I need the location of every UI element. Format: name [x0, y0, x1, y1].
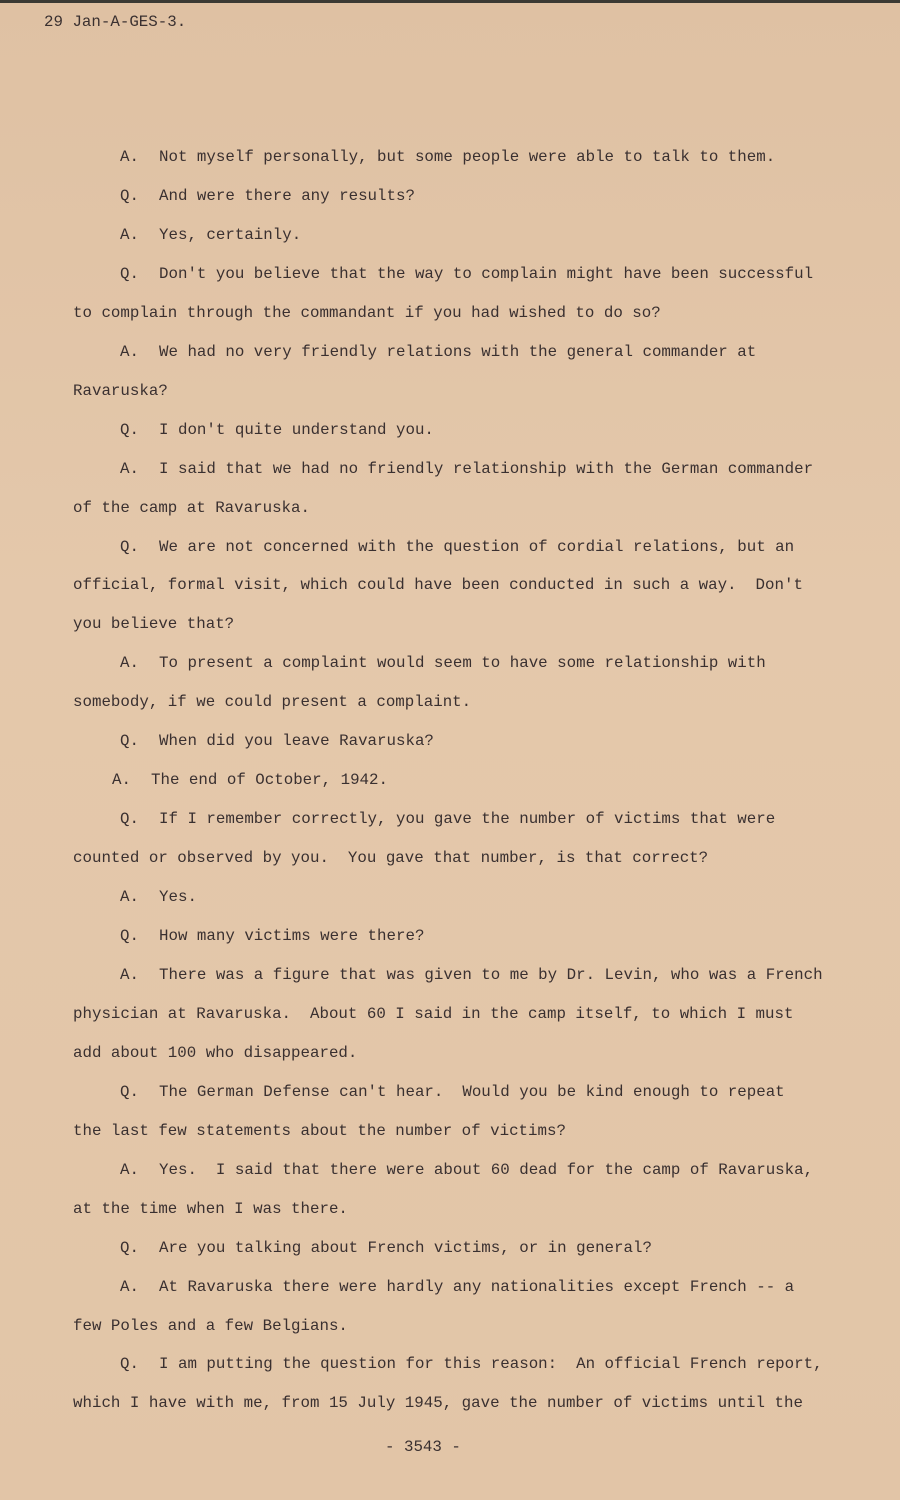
document-header: 29 Jan-A-GES-3. [44, 13, 187, 31]
transcript-line: There was a figure that was given to me by Dr. Levin, who was a French [159, 965, 823, 984]
transcript-line: We are not concerned with the question of cordial relations, but an [159, 537, 795, 556]
transcript-line: The German Defense can't hear. Would you be kind enough to repeat [159, 1082, 785, 1101]
transcript-line: Ravaruska? [73, 381, 168, 400]
transcript-line: of the camp at Ravaruska. [73, 498, 310, 517]
answer-label: A. [120, 888, 139, 907]
question-label: Q. [120, 186, 139, 205]
transcript-line: How many victims were there? [159, 927, 425, 945]
answer-label: A. [120, 1277, 139, 1296]
answer-label: A. [120, 965, 139, 984]
answer-label: A. [120, 459, 139, 478]
transcript-line: somebody, if we could present a complaint. [73, 693, 472, 712]
answer-label: A. [120, 225, 139, 244]
transcript-line: The end of October, 1942. [151, 771, 388, 790]
transcript-line: At Ravaruska there were hardly any nationalities except French -- a [159, 1277, 795, 1296]
answer-label: A. [120, 342, 139, 361]
transcript-line: Yes, certainly. [159, 225, 302, 244]
transcript-line: When did you leave Ravaruska? [159, 732, 434, 751]
transcript-line: few Poles and a few Belgians. [73, 1316, 348, 1335]
question-label: Q. [120, 732, 139, 751]
answer-label: A. [112, 771, 131, 790]
transcript-line: physician at Ravaruska. About 60 I said in the camp itself, to which I must [73, 1004, 794, 1023]
question-label: Q. [120, 537, 139, 556]
transcript-line: Yes. I said that there were about 60 dead for the camp of Ravaruska, [159, 1160, 814, 1179]
page-number: - 3543 - [385, 1438, 461, 1456]
transcript-line: We had no very friendly relations with the general commander at [159, 342, 757, 361]
answer-label: A. [120, 654, 139, 673]
transcript-line: official, formal visit, which could have been conducted in such a way. Don't [73, 576, 803, 595]
transcript-line: Don't you believe that the way to complain might have been successful [159, 264, 814, 283]
transcript-line: If I remember correctly, you gave the number of victims that were [159, 810, 776, 829]
question-label: Q. [120, 1082, 139, 1101]
transcript-line: Are you talking about French victims, or in general? [159, 1238, 652, 1257]
transcript-line: I am putting the question for this reason: An official French report, [159, 1355, 823, 1374]
transcript-line: add about 100 who disappeared. [73, 1043, 358, 1062]
transcript-line: I said that we had no friendly relationship with the German commander [159, 459, 814, 478]
transcript-line: Not myself personally, but some people were able to talk to them. [159, 148, 776, 166]
question-label: Q. [120, 927, 139, 945]
transcript-line: at the time when I was there. [73, 1199, 348, 1218]
transcript-line: I don't quite understand you. [159, 420, 434, 439]
transcript-line: And were there any results? [159, 186, 415, 205]
transcript-line: you believe that? [73, 615, 235, 634]
answer-label: A. [120, 1160, 139, 1179]
question-label: Q. [120, 810, 139, 829]
question-label: Q. [120, 1355, 139, 1374]
transcript-line: counted or observed by you. You gave that number, is that correct? [73, 849, 709, 868]
question-label: Q. [120, 264, 139, 283]
transcript-line: to complain through the commandant if you had wished to do so? [73, 303, 661, 322]
transcript-line: Yes. [159, 888, 197, 907]
page-top-edge [0, 0, 900, 3]
question-label: Q. [120, 420, 139, 439]
question-label: Q. [120, 1238, 139, 1257]
answer-label: A. [120, 148, 139, 166]
transcript-line: which I have with me, from 15 July 1945, gave the number of victims until the [73, 1394, 803, 1413]
transcript-line: the last few statements about the number of victims? [73, 1121, 566, 1140]
transcript-line: To present a complaint would seem to have some relationship with [159, 654, 766, 673]
